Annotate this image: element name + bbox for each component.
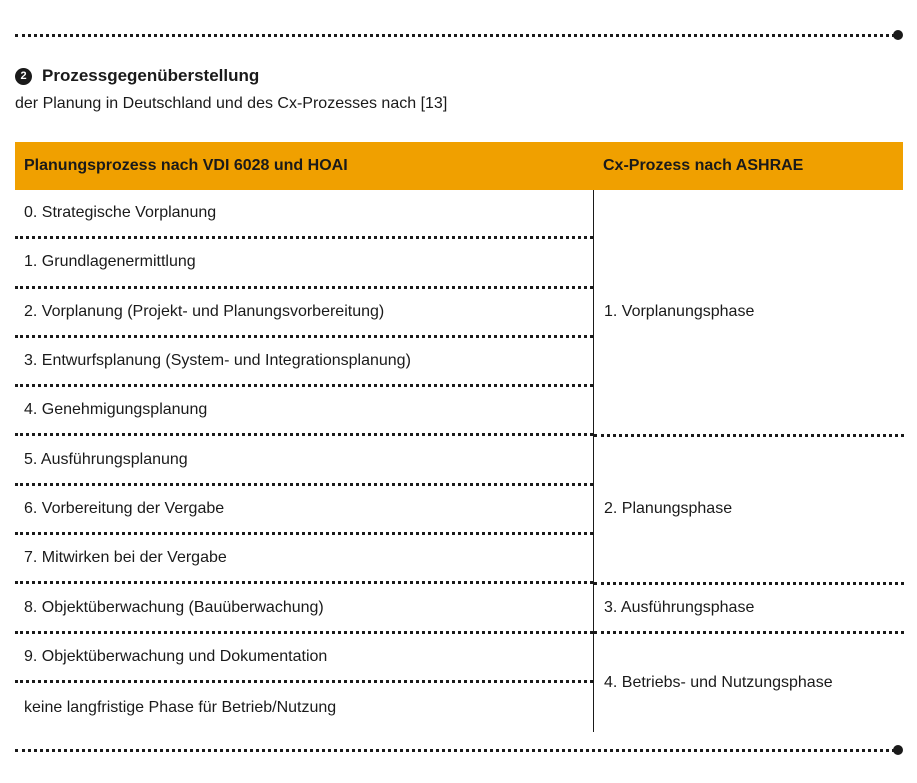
planning-phases-column <box>15 190 593 732</box>
table-row: 8. Objektüberwachung (Bauüberwachung) <box>15 584 593 633</box>
table-row: 1. Grundlagenermittlung <box>15 239 593 288</box>
rule-end-dot <box>893 30 903 40</box>
table-row: 6. Vorbereitung der Vergabe <box>15 486 593 535</box>
cx-phase-cell: 4. Betriebs- und Nutzungsphase <box>604 674 833 692</box>
header-planning-process: Planungsprozess nach VDI 6028 und HOAI <box>24 157 348 174</box>
table-row: 9. Objektüberwachung und Dokumentation <box>15 634 593 683</box>
cx-phase-cell: 2. Planungsphase <box>594 437 904 585</box>
table-row: 2. Vorplanung (Projekt- und Planungsvorbereitung) <box>15 289 593 338</box>
figure-title: Prozessgegenüberstellung <box>42 66 260 85</box>
figure-number-badge: 2 <box>15 68 32 85</box>
bottom-dotted-rule <box>15 745 903 755</box>
top-dotted-rule <box>15 30 903 40</box>
cx-phase-cell: 1. Vorplanungsphase <box>594 190 904 437</box>
process-comparison-table <box>15 142 903 716</box>
table-row: 3. Entwurfsplanung (System- und Integrationsplanung) <box>15 338 593 387</box>
table-row: 7. Mitwirken bei der Vergabe <box>15 535 593 584</box>
cx-phase-cell: 3. Ausführungsphase <box>594 585 904 634</box>
table-row: 0. Strategische Vorplanung <box>15 190 593 239</box>
table-header <box>15 142 903 190</box>
cx-phases-column <box>593 190 904 732</box>
figure-heading <box>15 66 259 86</box>
table-row: 5. Ausführungsplanung <box>15 436 593 485</box>
table-row: keine langfristige Phase für Betrieb/Nutzung <box>24 698 337 716</box>
table-row: 4. Genehmigungsplanung <box>15 387 593 436</box>
header-cx-process: Cx-Prozess nach ASHRAE <box>603 157 804 174</box>
rule-end-dot <box>893 745 903 755</box>
figure-subtitle: der Planung in Deutschland und des Cx-Prozesses nach [13] <box>15 95 448 112</box>
